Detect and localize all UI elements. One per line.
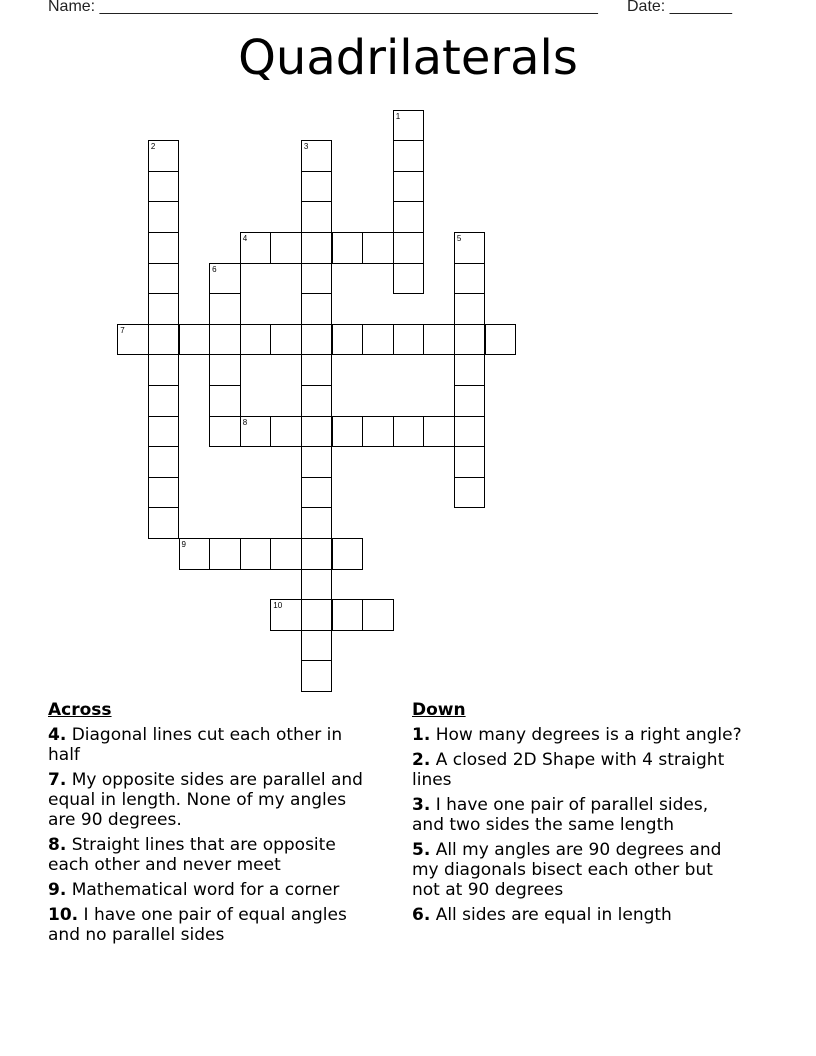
crossword-cell[interactable]	[148, 385, 180, 417]
crossword-cell[interactable]	[362, 324, 394, 356]
clue-text: All my angles are 90 degrees and my diagonals bisect each other but not at 90 degrees	[412, 840, 722, 900]
crossword-cell[interactable]	[301, 660, 333, 692]
crossword-cell[interactable]	[209, 263, 241, 295]
crossword-cell[interactable]	[148, 263, 180, 295]
clue-number-label: 4	[242, 234, 248, 243]
across-clue	[48, 880, 378, 900]
clue-number-label: 7	[120, 325, 125, 335]
crossword-cell[interactable]	[301, 171, 333, 203]
down-heading: Down	[412, 700, 466, 720]
clue-text: A closed 2D Shape with 4 straight lines	[412, 750, 725, 790]
crossword-cell[interactable]	[393, 324, 425, 356]
crossword-cell[interactable]	[393, 140, 425, 172]
clue-number: 9.	[48, 880, 67, 900]
clue-number: 5.	[412, 840, 431, 860]
crossword-cell[interactable]	[301, 263, 333, 295]
clue-number-label: 8	[242, 417, 248, 427]
clue-text: All sides are equal in length	[435, 905, 672, 925]
clue-number: 1.	[412, 725, 431, 745]
crossword-cell[interactable]	[454, 263, 486, 295]
across-clues	[48, 700, 378, 950]
crossword-cell[interactable]	[454, 446, 486, 478]
crossword-cell[interactable]	[240, 538, 272, 570]
crossword-cell[interactable]	[148, 354, 180, 386]
clue-number: 4.	[48, 725, 67, 745]
clue-number: 6.	[412, 905, 431, 925]
date-field-label: Date: _______	[627, 0, 732, 15]
clue-text: My opposite sides are parallel and equal in length. None of my angles are 90 degrees.	[48, 770, 363, 830]
crossword-cell[interactable]	[148, 232, 180, 264]
crossword-cell[interactable]	[423, 324, 455, 356]
crossword-cell[interactable]	[148, 324, 180, 356]
crossword-cell[interactable]	[240, 324, 272, 356]
crossword-cell[interactable]	[301, 507, 333, 539]
clue-number-label: 10	[273, 601, 283, 611]
clue-text: Straight lines that are opposite each other and never meet	[48, 835, 336, 875]
crossword-cell[interactable]	[301, 538, 333, 570]
crossword-cell[interactable]	[209, 538, 241, 570]
clue-number-label: 2	[150, 142, 156, 152]
crossword-cell[interactable]	[240, 416, 272, 448]
crossword-cell[interactable]	[148, 201, 180, 233]
across-clue	[48, 725, 378, 765]
crossword-cell[interactable]	[454, 324, 486, 356]
clue-text: How many degrees is a right angle?	[435, 725, 742, 745]
crossword-cell[interactable]	[454, 232, 486, 264]
down-clue	[412, 840, 742, 900]
crossword-cell[interactable]	[301, 201, 333, 233]
crossword-cell[interactable]	[148, 171, 180, 203]
clue-text: I have one pair of equal angles and no parallel sides	[48, 905, 347, 945]
down-clues	[412, 700, 742, 930]
crossword-cell[interactable]	[179, 538, 211, 570]
crossword-cell[interactable]	[148, 477, 180, 509]
crossword-cell[interactable]	[117, 324, 149, 356]
across-heading: Across	[48, 700, 112, 720]
crossword-cell[interactable]	[332, 232, 364, 264]
crossword-cell[interactable]	[301, 385, 333, 417]
crossword-cell[interactable]	[393, 201, 425, 233]
crossword-cell[interactable]	[393, 110, 425, 142]
crossword-cell[interactable]	[209, 354, 241, 386]
crossword-cell[interactable]	[270, 538, 302, 570]
crossword-cell[interactable]	[454, 354, 486, 386]
name-field-label: Name: ________________________________________________________	[48, 0, 598, 15]
crossword-cell[interactable]	[393, 263, 425, 295]
clue-text: Mathematical word for a corner	[71, 880, 340, 900]
crossword-cell[interactable]	[240, 232, 272, 264]
clue-number-label: 1	[395, 111, 401, 121]
clue-number: 8.	[48, 835, 67, 855]
crossword-cell[interactable]	[332, 416, 364, 448]
clue-number-label: 6	[212, 264, 217, 274]
crossword-cell[interactable]	[454, 385, 486, 417]
clue-number: 10.	[48, 905, 79, 925]
crossword-cell[interactable]	[148, 446, 180, 478]
clue-number: 7.	[48, 770, 67, 790]
down-clue	[412, 750, 742, 790]
crossword-cell[interactable]	[179, 324, 211, 356]
clue-text: I have one pair of parallel sides, and two sides the same length	[412, 795, 709, 835]
crossword-cell[interactable]	[454, 293, 486, 325]
crossword-cell[interactable]	[332, 324, 364, 356]
crossword-cell[interactable]	[270, 416, 302, 448]
across-clue	[48, 905, 378, 945]
crossword-cell[interactable]	[209, 293, 241, 325]
down-clue	[412, 725, 742, 745]
crossword-cell[interactable]	[301, 630, 333, 662]
crossword-cell[interactable]	[301, 232, 333, 264]
clue-number: 3.	[412, 795, 431, 815]
crossword-cell[interactable]	[454, 477, 486, 509]
page-title: Quadrilaterals	[238, 30, 578, 86]
crossword-cell[interactable]	[362, 232, 394, 264]
clue-number-label: 3	[303, 142, 309, 152]
crossword-cell[interactable]	[209, 416, 241, 448]
crossword-cell[interactable]	[270, 324, 302, 356]
crossword-cell[interactable]	[301, 477, 333, 509]
down-clue	[412, 795, 742, 835]
crossword-cell[interactable]	[485, 324, 517, 356]
crossword-cell[interactable]	[393, 171, 425, 203]
crossword-cell[interactable]	[148, 507, 180, 539]
clue-number: 2.	[412, 750, 431, 770]
crossword-cell[interactable]	[301, 416, 333, 448]
across-clue	[48, 770, 378, 830]
crossword-cell[interactable]	[362, 416, 394, 448]
clue-number-label: 9	[181, 540, 186, 549]
clue-text: Diagonal lines cut each other in half	[48, 725, 343, 765]
down-clue	[412, 905, 742, 925]
crossword-cell[interactable]	[301, 324, 333, 356]
crossword-cell[interactable]	[332, 599, 364, 631]
crossword-cell[interactable]	[148, 293, 180, 325]
crossword-cell[interactable]	[393, 232, 425, 264]
across-clue	[48, 835, 378, 875]
crossword-cell[interactable]	[362, 599, 394, 631]
crossword-cell[interactable]	[301, 293, 333, 325]
crossword-cell[interactable]	[393, 416, 425, 448]
crossword-cell[interactable]	[301, 354, 333, 386]
crossword-cell[interactable]	[209, 324, 241, 356]
crossword-cell[interactable]	[270, 232, 302, 264]
crossword-cell[interactable]	[148, 140, 180, 172]
crossword-cell[interactable]	[423, 416, 455, 448]
crossword-cell[interactable]	[332, 538, 364, 570]
crossword-cell[interactable]	[270, 599, 302, 631]
crossword-cell[interactable]	[301, 599, 333, 631]
crossword-cell[interactable]	[301, 569, 333, 601]
crossword-cell[interactable]	[148, 416, 180, 448]
crossword-cell[interactable]	[454, 416, 486, 448]
clue-number-label: 5	[456, 234, 462, 243]
crossword-cell[interactable]	[301, 446, 333, 478]
crossword-cell[interactable]	[301, 140, 333, 172]
crossword-cell[interactable]	[209, 385, 241, 417]
